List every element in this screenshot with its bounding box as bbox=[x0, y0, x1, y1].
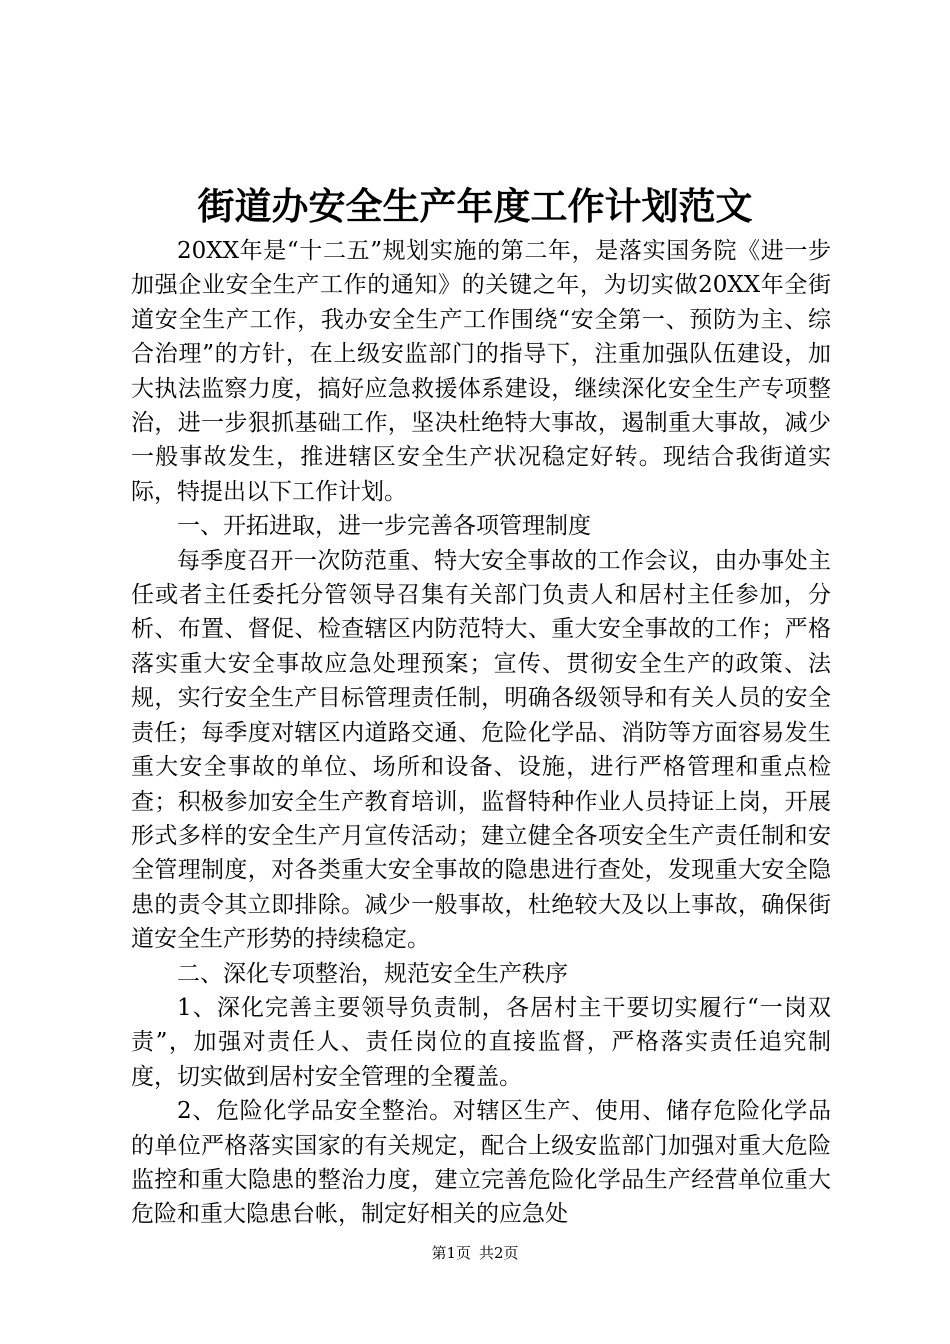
section-2-item-2: 2、危险化学品安全整治。对辖区生产、使用、储存危险化学品的单位严格落实国家的有关规定，配合上级安监部门加强对重大危险监控和重大隐患的整治力度，建立完善危险化学品生产经营单位重大危险和重大隐患台帐，制定好相关的应急处 bbox=[131, 1098, 831, 1228]
page-footer bbox=[0, 1243, 950, 1263]
page-total: 共2页 bbox=[479, 1244, 519, 1262]
section-1-paragraph: 每季度召开一次防范重、特大安全事故的工作会议，由办事处主任或者主任委托分管领导召集有关部门负责人和居村主任参加，分析、布置、督促、检查辖区内防范特大、重大安全事故的工作；严格落实重大安全事故应急处理预案；宣传、贯彻安全生产的政策、法规，实行安全生产目标管理责任制，明确各级领导和有关人员的安全责任；每季度对辖区内道路交通、危险化学品、消防等方面容易发生重大安全事故的单位、场所和设备、设施，进行严格管理和重点检查；积极参加安全生产教育培训，监督特种作业人员持证上岗，开展形式多样的安全生产月宣传活动；建立健全各项安全生产责任制和安全管理制度，对各类重大安全事故的隐患进行查处，发现重大安全隐患的责令其立即排除。减少一般事故，杜绝较大及以上事故，确保街道安全生产形势的持续稳定。 bbox=[131, 547, 831, 953]
document-title: 街道办安全生产年度工作计划范文 bbox=[197, 184, 753, 228]
intro-paragraph: 20XX年是“十二五”规划实施的第二年，是落实国务院《进一步加强企业安全生产工作的通知》的关键之年，为切实做20XX年全街道安全生产工作，我办安全生产工作围绕“安全第一、预防为主、综合治理”的方针，在上级安监部门的指导下，注重加强队伍建设，加大执法监察力度，搞好应急救援体系建设，继续深化安全生产专项整治，进一步狠抓基础工作，坚决杜绝特大事故，遏制重大事故，减少一般事故发生，推进辖区安全生产状况稳定好转。现结合我街道实际，特提出以下工作计划。 bbox=[131, 238, 831, 505]
section-heading-2: 二、深化专项整治，规范安全生产秩序 bbox=[177, 960, 568, 987]
page-number: 第1页 bbox=[431, 1244, 471, 1262]
section-2-item-1: 1、深化完善主要领导负责制，各居村主干要切实履行“一岗双责”，加强对责任人、责任岗位的直接监督，严格落实责任追究制度，切实做到居村安全管理的全覆盖。 bbox=[131, 994, 831, 1090]
section-heading-1: 一、开拓进取，进一步完善各项管理制度 bbox=[177, 513, 591, 540]
document-body bbox=[131, 234, 831, 1232]
